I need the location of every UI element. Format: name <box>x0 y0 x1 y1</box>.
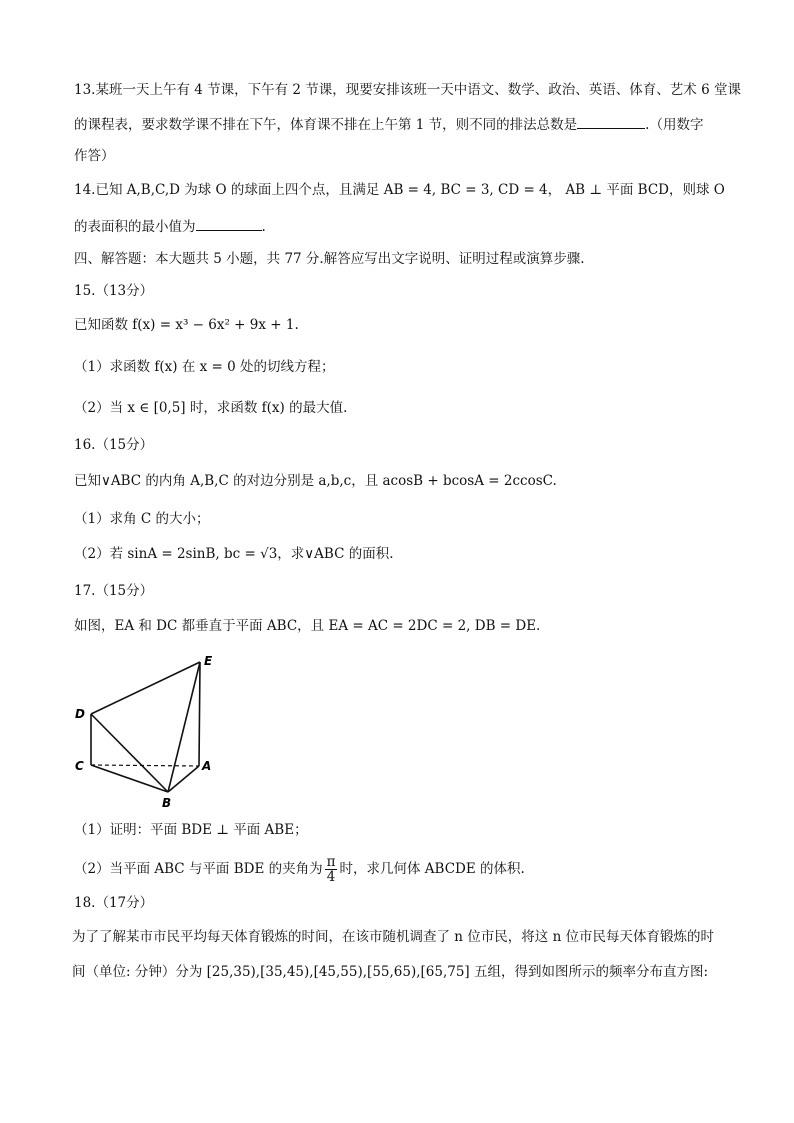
section-four-heading: 四、解答题：本大题共 5 小题，共 77 分.解答应写出文字说明、证明过程或演算步骤. <box>74 251 585 267</box>
q17-head: 17.（15分） <box>74 583 154 599</box>
q13-line2-text: 的课程表，要求数学课不排在下午，体育课不排在上午第 1 节，则不同的排法总数是 <box>74 117 578 133</box>
pi-over-four-fraction <box>325 855 338 884</box>
label-c: C <box>75 759 84 773</box>
q18-head: 18.（17分） <box>74 895 154 911</box>
edge-cb <box>91 765 168 792</box>
q13-line3: 作答） <box>74 148 115 164</box>
q17-part2-tail: 时，求几何体 ABCDE 的体积. <box>339 861 525 877</box>
edge-db <box>91 714 168 792</box>
q15-head: 15.（13分） <box>74 283 154 299</box>
q17-part2-text: （2）当平面 ABC 与平面 BDE 的夹角为 <box>74 861 323 877</box>
q13-line1: 13.某班一天上午有 4 节课，下午有 2 节课，现要安排该班一天中语文、数学、政治、英语、体育、艺术 6 堂课 <box>74 82 741 98</box>
edge-eb <box>168 662 200 792</box>
q14-line1: 14.已知 A,B,C,D 为球 O 的球面上四个点，且满足 AB = 4, BC = 3, CD = 4， AB ⊥ 平面 BCD，则球 O <box>74 182 725 198</box>
q13-answer-blank <box>577 114 645 129</box>
q16-head: 16.（15分） <box>74 437 154 453</box>
q13-line2 <box>74 114 703 135</box>
edge-ca-hidden <box>91 765 199 766</box>
q18-line2: 间（单位: 分钟）分为 [25,35),[35,45),[45,55),[55,65),[65,75] 五组，得到如图所示的频率分布直方图: <box>72 964 709 980</box>
label-d: D <box>75 707 85 721</box>
edge-ea <box>199 662 200 766</box>
fraction-denominator: 4 <box>326 869 336 885</box>
edge-de <box>91 662 200 714</box>
q17-part2 <box>74 854 525 884</box>
label-b: B <box>162 796 172 810</box>
q16-part2: （2）若 sinA = 2sinB, bc = √3，求∨ABC 的面积. <box>74 546 394 562</box>
q15-stem: 已知函数 f(x) = x³ − 6x² + 9x + 1. <box>74 317 299 333</box>
q18-line1: 为了了解某市市民平均每天体育锻炼的时间，在该市随机调查了 n 位市民，将这 n 位市民每天体育锻炼的时 <box>72 929 715 945</box>
q15-part1: （1）求函数 f(x) 在 x = 0 处的切线方程； <box>74 359 335 375</box>
q17-part1: （1）证明：平面 BDE ⊥ 平面 ABE； <box>74 822 308 838</box>
q15-part2: （2）当 x ∈ [0,5] 时，求函数 f(x) 的最大值. <box>74 400 348 416</box>
q14-line2 <box>74 216 266 237</box>
q14-answer-blank <box>196 216 262 231</box>
fraction-numerator: π <box>326 854 336 870</box>
q14-line2-text: 的表面积的最小值为 <box>74 219 196 235</box>
q17-stem: 如图，EA 和 DC 都垂直于平面 ABC，且 EA = AC = 2DC = 2, DB = DE. <box>74 618 541 634</box>
q13-line2-tail: .（用数字 <box>645 117 704 133</box>
label-e: E <box>204 654 213 668</box>
q16-part1: （1）求角 C 的大小； <box>74 511 210 527</box>
geometry-figure-abcde <box>70 650 250 815</box>
q14-line2-tail: . <box>261 219 266 235</box>
q16-stem: 已知∨ABC 的内角 A,B,C 的对边分别是 a,b,c，且 acosB + bcosA = 2ccosC. <box>74 473 557 489</box>
label-a: A <box>202 759 212 773</box>
